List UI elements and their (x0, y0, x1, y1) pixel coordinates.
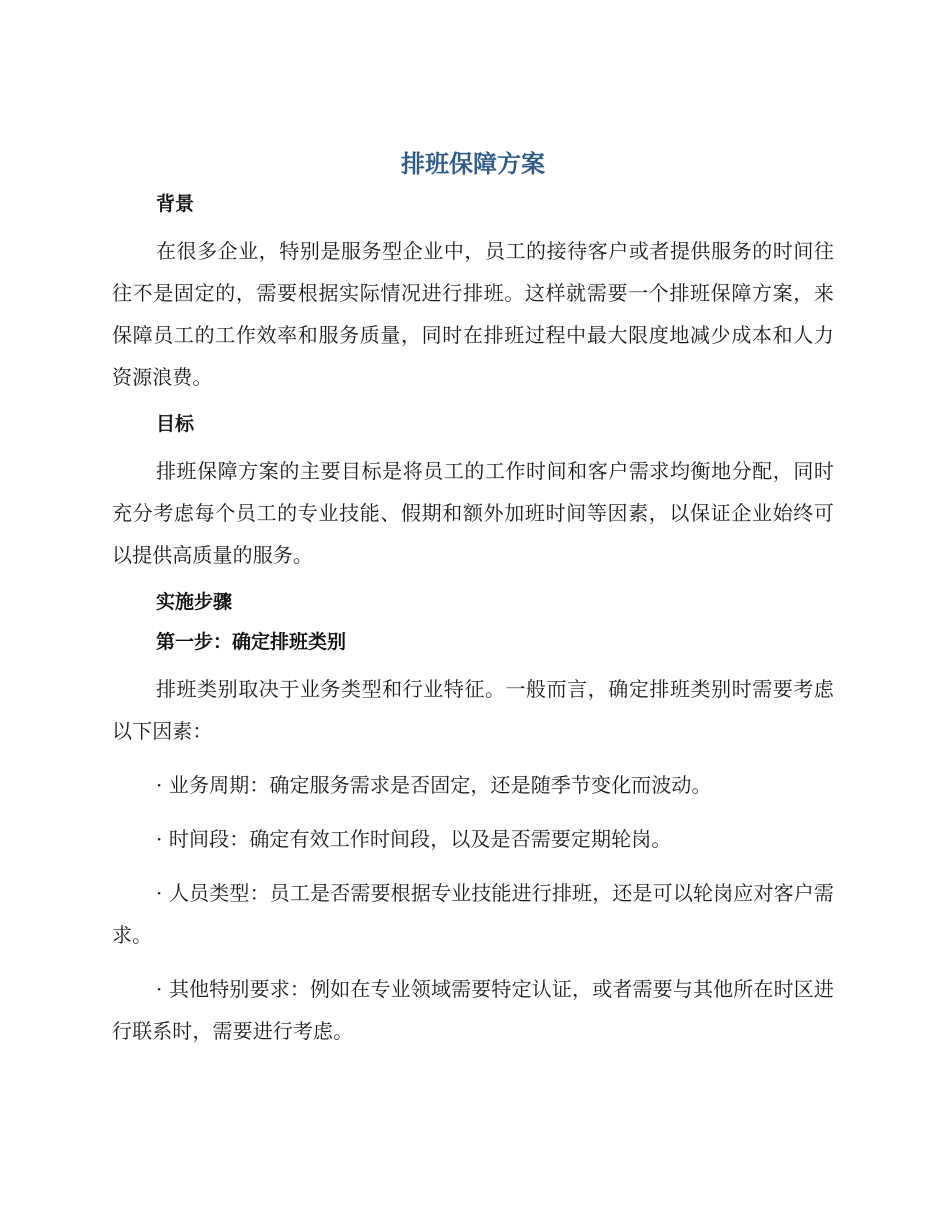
section-heading-goal: 目标 (156, 413, 195, 435)
document-page (112, 144, 834, 1064)
paragraph-background: 在很多企业，特别是服务型企业中，员工的接待客户或者提供服务的时间往往不是固定的，需要根据实际情况进行排班。这样就需要一个排班保障方案，来保障员工的工作效率和服务质量，同时在排班过程中最大限度地减少成本和人力资源浪费。 (112, 239, 834, 389)
subsection-heading-step1: 第一步：确定排班类别 (156, 631, 347, 653)
paragraph-step1-intro: 排班类别取决于业务类型和行业特征。一般而言，确定排班类别时需要考虑以下因素： (112, 677, 834, 743)
list-item-business-cycle: · 业务周期：确定服务需求是否固定，还是随季节变化而波动。 (156, 773, 712, 797)
document-title: 排班保障方案 (401, 150, 545, 178)
list-item-time-slot: · 时间段：确定有效工作时间段，以及是否需要定期轮岗。 (156, 827, 672, 851)
section-heading-steps: 实施步骤 (156, 591, 233, 613)
section-heading-background: 背景 (156, 193, 195, 215)
paragraph-goal: 排班保障方案的主要目标是将员工的工作时间和客户需求均衡地分配，同时充分考虑每个员工的专业技能、假期和额外加班时间等因素，以保证企业始终可以提供高质量的服务。 (112, 459, 834, 567)
list-item-staff-type: · 人员类型：员工是否需要根据专业技能进行排班，还是可以轮岗应对客户需求。 (112, 881, 834, 947)
list-item-special-requirements: · 其他特别要求：例如在专业领域需要特定认证，或者需要与其他所在时区进行联系时，需要进行考虑。 (112, 977, 834, 1043)
